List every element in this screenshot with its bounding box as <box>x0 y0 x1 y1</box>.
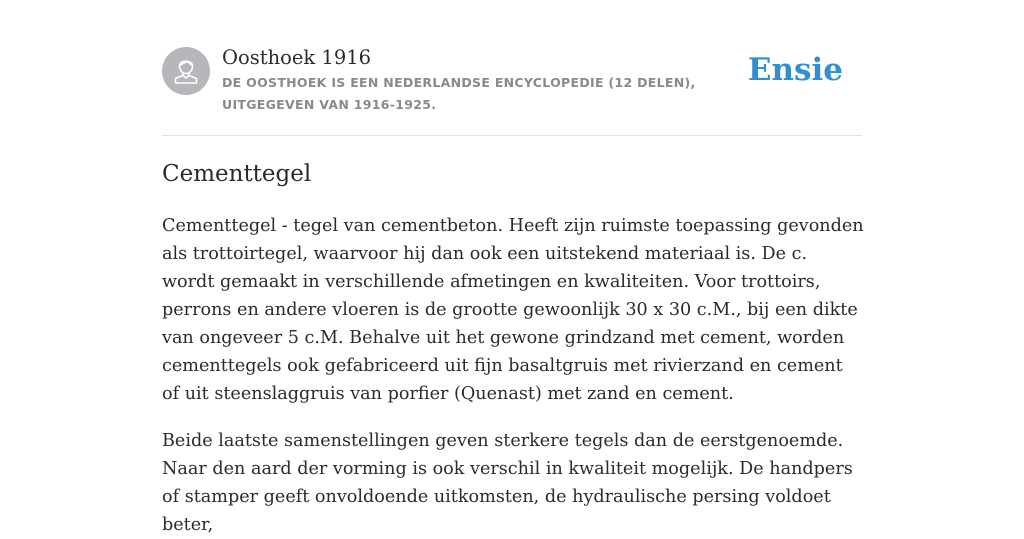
ensie-logo[interactable]: Ensie <box>747 52 843 88</box>
user-silhouette-icon <box>162 47 210 95</box>
article-paragraph: Cementtegel - tegel van cementbeton. Heeft zijn ruimste toepassing gevonden als trottoirtegel, waarvoor hij dan ook een uitstekend materiaal is. De c. wordt gemaakt in verschillende afmetingen en kwaliteiten. Voor trottoirs, perrons en andere vloeren is de grootte gewoonlijk 30 x 30 c.M., bij een dikte van ongeveer 5 c.M. Behalve uit het gewone grindzand met cement, worden cementtegels ook gefabriceerd uit fijn basaltgruis met rivierzand en cement of uit steenslaggruis van porfier (Quenast) met zand en cement. <box>162 216 864 404</box>
header-divider <box>162 135 862 136</box>
source-description: DE OOSTHOEK IS EEN NEDERLANDSE ENCYCLOPEDIE (12 DELEN), UITGEGEVEN VAN 1916-1925. <box>222 75 696 112</box>
source-header <box>162 45 862 117</box>
article-paragraph: Beide laatste samenstellingen geven sterkere tegels dan de eerstgenoemde. Naar den aard der vorming is ook verschil in kwaliteit mogelijk. De handpers of stamper geeft onvoldoende uitkomsten, de hydraulische persing voldoet beter, <box>162 431 853 535</box>
source-name[interactable]: Oosthoek 1916 <box>222 46 372 69</box>
source-avatar[interactable] <box>162 47 210 95</box>
article-title: Cementtegel <box>162 161 312 187</box>
